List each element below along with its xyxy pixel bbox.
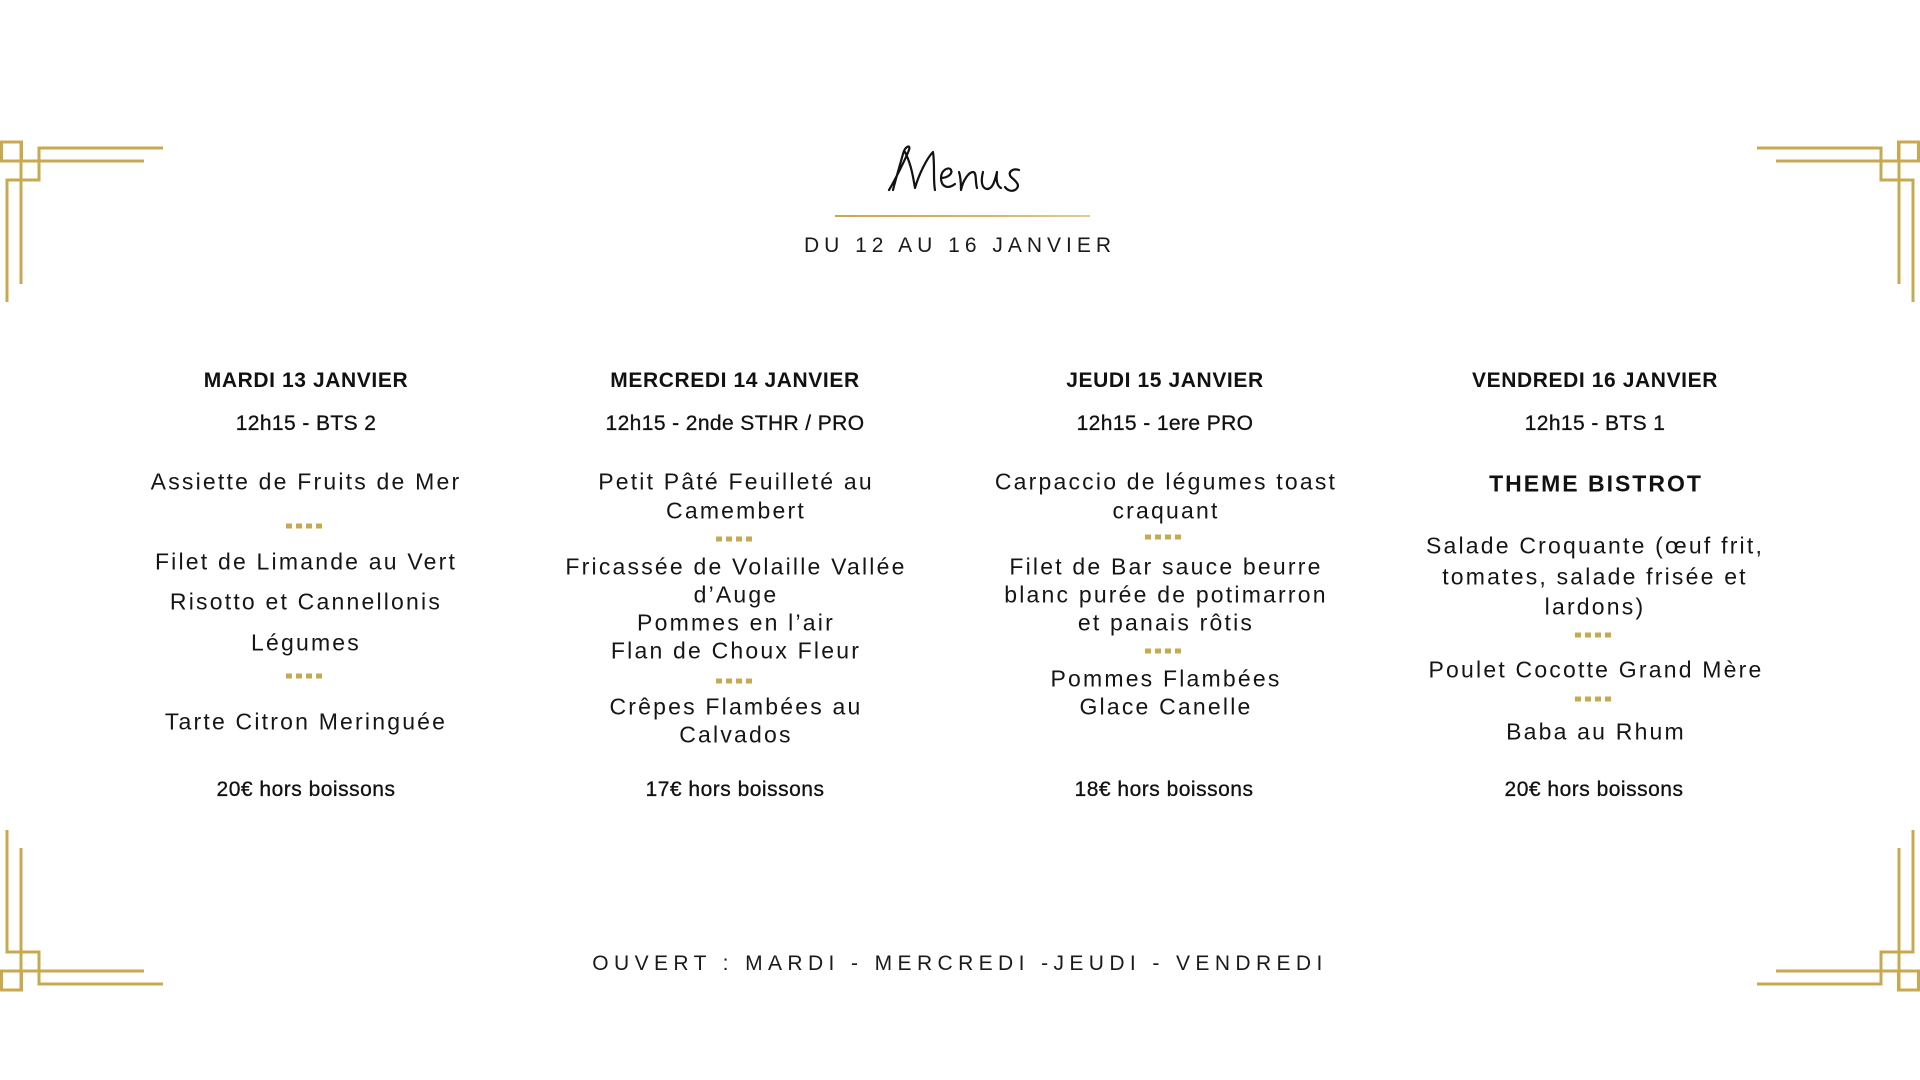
menu-item: Assiette de Fruits de Mer xyxy=(150,468,462,495)
menu-item: Camembert xyxy=(666,497,806,524)
dot-separator-icon xyxy=(286,524,322,529)
menu-item: Fricassée de Volaille Vallée xyxy=(565,553,907,580)
menu-item: Légumes xyxy=(250,629,362,656)
menu-item: Flan de Choux Fleur xyxy=(610,637,862,664)
dot-separator-icon xyxy=(1575,697,1611,702)
menu-item: Salade Croquante (œuf frit, xyxy=(1425,532,1765,559)
dot-separator-icon xyxy=(1575,633,1611,638)
menu-item: Glace Canelle xyxy=(1079,693,1253,720)
menu-item: craquant xyxy=(1112,497,1220,524)
menu-item: tomates, salade frisée et xyxy=(1442,563,1748,590)
menu-item: Pommes en l’air xyxy=(637,609,835,636)
menu-item: Poulet Cocotte Grand Mère xyxy=(1428,656,1764,683)
day-heading: MARDI 13 JANVIER xyxy=(203,369,409,392)
script-title-menus xyxy=(875,140,1045,200)
menu-item: Filet de Limande au Vert xyxy=(154,548,458,575)
price-label: 18€ hors boissons xyxy=(1074,778,1254,801)
menu-item: Baba au Rhum xyxy=(1506,718,1686,745)
opening-days-footer: OUVERT : MARDI - MERCREDI -JEUDI - VENDREDI xyxy=(592,952,1328,975)
menu-item: et panais rôtis xyxy=(1077,609,1255,636)
service-time: 12h15 - BTS 1 xyxy=(1524,412,1666,435)
dot-separator-icon xyxy=(716,537,752,542)
menu-item: d’Auge xyxy=(693,581,779,608)
day-heading: JEUDI 15 JANVIER xyxy=(1066,369,1264,392)
title-divider xyxy=(835,215,1090,217)
menu-item: blanc purée de potimarron xyxy=(1004,581,1328,608)
menu-item: Pommes Flambées xyxy=(1050,665,1282,692)
service-time: 12h15 - 1ere PRO xyxy=(1076,412,1254,435)
dot-separator-icon xyxy=(1145,535,1181,540)
day-heading: VENDREDI 16 JANVIER xyxy=(1472,369,1718,392)
dot-separator-icon xyxy=(716,679,752,684)
theme-label: THEME BISTROT xyxy=(1489,470,1703,497)
menu-item: lardons) xyxy=(1544,593,1646,620)
page-title xyxy=(0,140,1920,200)
price-label: 20€ hors boissons xyxy=(1504,778,1684,801)
service-time: 12h15 - 2nde STHR / PRO xyxy=(605,412,865,435)
dot-separator-icon xyxy=(286,674,322,679)
menu-item: Filet de Bar sauce beurre xyxy=(1009,553,1323,580)
date-range-subtitle: DU 12 AU 16 JANVIER xyxy=(803,234,1117,257)
menu-item: Calvados xyxy=(679,721,793,748)
day-heading: MERCREDI 14 JANVIER xyxy=(610,369,860,392)
menu-item: Risotto et Cannellonis xyxy=(169,588,443,615)
menu-item: Carpaccio de légumes toast xyxy=(994,468,1338,495)
price-label: 17€ hors boissons xyxy=(645,778,825,801)
menu-item: Petit Pâté Feuilleté au xyxy=(598,468,874,495)
menu-item: Crêpes Flambées au xyxy=(609,693,863,720)
price-label: 20€ hors boissons xyxy=(216,778,396,801)
service-time: 12h15 - BTS 2 xyxy=(235,412,377,435)
dot-separator-icon xyxy=(1145,649,1181,654)
menu-item: Tarte Citron Meringuée xyxy=(164,708,448,735)
